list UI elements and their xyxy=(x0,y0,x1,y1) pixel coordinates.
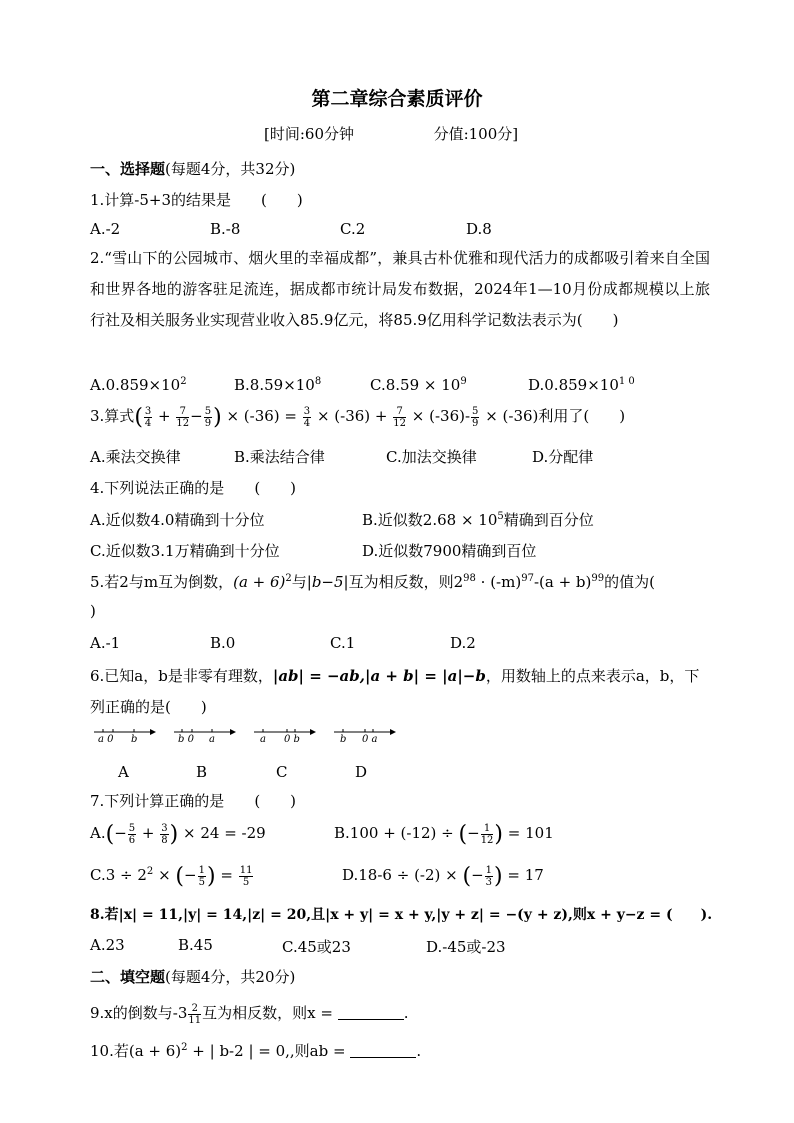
q7-c-frac-den: 5 xyxy=(198,876,205,888)
q7-c-exp: 2 xyxy=(146,866,154,877)
q3-frac-4-den: 4 xyxy=(303,417,311,429)
q3-frac-5-num: 7 xyxy=(393,406,406,418)
q8-option-d: D.-45或-23 xyxy=(426,938,506,956)
q7-a-frac-2-num: 3 xyxy=(161,822,168,834)
question-6-line-2: 列正确的是( ) xyxy=(90,698,207,716)
q7-d-frac-den: 3 xyxy=(485,876,493,888)
q2-option-d xyxy=(528,376,635,394)
q3-option-b: B.乘法结合律 xyxy=(234,448,325,466)
question-3-stem: 3.算式( $\frac{3}{4}$ + $\frac{7}{12}$ − $\frac{5}{9}$ ) × (-36) = $\frac{3}{4}$ × (-36) + $\frac{7}{12}$ × (-36)- $\frac{5}{9}$ × (-36)利用了( ) xyxy=(90,405,626,430)
q3-part-1: × (-36) = xyxy=(226,407,297,425)
q9-frac-den: 11 xyxy=(188,1014,202,1026)
q5-exp-97: 97 xyxy=(521,573,534,584)
q5-mid-2: 互为相反数，则2 xyxy=(348,573,464,591)
section-note: (每题4分，共20分) xyxy=(165,968,296,986)
q6-numberline-b xyxy=(174,726,236,752)
q7-c-eq: = xyxy=(220,866,233,884)
paren-close: ) xyxy=(169,822,179,847)
question-7-stem: 7.下列计算正确的是 ( ) xyxy=(90,792,297,810)
question-1-stem: 1.计算-5+3的结果是 ( ) xyxy=(90,191,303,209)
q3-frac-2-den: 12 xyxy=(176,417,190,429)
q3-prefix: 3.算式 xyxy=(90,407,135,425)
q7-a-frac-1-den: 6 xyxy=(128,834,136,846)
q7-a-frac-1-num: 5 xyxy=(128,822,136,834)
q7-c-mid: × xyxy=(158,866,171,884)
q7-a-frac-1 xyxy=(128,823,136,846)
q7-c-pre: C.3 ÷ 2 xyxy=(90,866,147,884)
q3-frac-5 xyxy=(393,406,406,429)
q6-numberline-c xyxy=(254,726,316,752)
q3-frac-1-num: 3 xyxy=(144,405,152,417)
q6-numberline-d xyxy=(334,726,396,752)
q7-d-tail: = 17 xyxy=(507,866,544,884)
q10-pre: 10.若(a + 6) xyxy=(90,1042,182,1060)
numberline-a-left: a 0 xyxy=(98,734,114,745)
q7-b-frac-num: 1 xyxy=(481,823,494,835)
q4-option-d: D.近似数7900精确到百位 xyxy=(362,542,537,560)
q7-d-frac-num: 1 xyxy=(485,864,493,876)
q7-b-frac-den: 12 xyxy=(480,834,494,846)
section-label: 二、填空题 xyxy=(90,968,166,986)
section-note: (每题4分，共32分) xyxy=(165,160,296,178)
q10-answer-blank[interactable] xyxy=(350,1043,416,1058)
q2-a-exp: 2 xyxy=(180,376,187,387)
q4-b-tail: 精确到百分位 xyxy=(503,511,594,529)
q4-b-exp: 5 xyxy=(497,511,504,522)
q3-frac-1 xyxy=(144,406,152,429)
q7-a-frac-2-den: 8 xyxy=(161,834,168,846)
q3-frac-2 xyxy=(176,406,189,429)
numberline-c-right: 0 b xyxy=(284,734,300,745)
paren-close: ) xyxy=(213,405,222,430)
q5-exp-99: 99 xyxy=(591,573,605,584)
paren-close: ) xyxy=(494,822,504,847)
question-5-line-2: ) xyxy=(90,602,96,620)
q3-frac-4 xyxy=(303,406,311,429)
q7-b-pre: B.100 + (-12) ÷ xyxy=(334,824,454,842)
time-limit: [时间:60分钟 xyxy=(264,125,354,143)
q3-frac-2-num: 7 xyxy=(176,406,189,418)
q8-option-c: C.45或23 xyxy=(282,938,351,956)
q8-option-a: A.23 xyxy=(90,936,125,954)
question-6-stem xyxy=(90,665,710,686)
q5-option-a: A.-1 xyxy=(90,634,121,652)
question-8-stem: 8.若|x| = 11,|y| = 14,|z| = 20,且|x + y| = x + y,|y + z| = −(y + z),则x + y−z = ( ). xyxy=(90,907,713,923)
q5-mid-3: · (-m) xyxy=(475,573,522,591)
page-title: 第二章综合素质评价 xyxy=(311,88,483,110)
paren-open: ( xyxy=(105,822,115,847)
q7-a-tail: × 24 = -29 xyxy=(183,824,266,842)
numberline-b-left: b 0 xyxy=(178,734,194,745)
q1-option-b: B.-8 xyxy=(210,220,241,238)
q5-part-1: 5.若2与m互为倒数， xyxy=(90,573,234,591)
q2-c-base: C.8.59 × 10 xyxy=(370,376,461,394)
q5-expr-1-exp: 2 xyxy=(285,573,292,584)
q6-option-a-label: A xyxy=(118,763,129,781)
q7-option-c: $C.3 \div 2^2$ × (− $\frac{1}{5}$ ) = $\frac{11}{5}$ xyxy=(90,864,253,889)
q3-frac-4-num: 3 xyxy=(303,405,311,417)
q1-option-a: A.-2 xyxy=(90,220,121,238)
q5-expr-2: |b−5| xyxy=(306,573,349,591)
numberline-c-left: a xyxy=(260,734,266,745)
q1-option-c: C.2 xyxy=(340,220,366,238)
q3-part-4: × (-36)利用了( ) xyxy=(485,407,626,425)
q10-mid: + | b-2 | = 0,,则ab = xyxy=(187,1042,346,1060)
q2-b-base: B.8.59×10 xyxy=(234,376,315,394)
question-10-stem xyxy=(90,1040,710,1061)
q5-mid-4: -(a + b) xyxy=(533,573,592,591)
q7-b-frac xyxy=(481,823,494,846)
q2-a-base: A.0.859×10 xyxy=(90,376,181,394)
q10-end: . xyxy=(416,1042,422,1060)
numberline-a-right: b xyxy=(131,734,138,745)
q9-tail: 互为相反数，则x = xyxy=(202,1004,333,1022)
q4-option-b xyxy=(362,509,594,530)
section-choice-title xyxy=(90,158,710,179)
q6-part-1: 6.已知a，b是非零有理数， xyxy=(90,667,273,685)
q3-part-3: × (-36)- xyxy=(411,407,471,425)
question-4-stem: 4.下列说法正确的是 ( ) xyxy=(90,479,297,497)
q5-expr-1: (a + 6) xyxy=(233,573,286,591)
q7-option-a: A.(− $\frac{5}{6}$ + $\frac{3}{8}$ ) × 24 = -29 xyxy=(90,822,266,847)
question-2-stem: 2.“雪山下的公园城市、烟火里的幸福成都”，兼具古朴优雅和现代活力的成都吸引着来自全国和世界各地的游客驻足流连，据成都市统计局发布数据，2024年1—10月份成都规模以上旅行社及相关服务业实现营业收入85.9亿元，将85.9亿用科学记数法表示为( ) xyxy=(90,249,710,329)
q3-frac-5-den: 12 xyxy=(393,417,406,429)
q9-pre: 9.x的倒数与-3 xyxy=(90,1004,188,1022)
total-score: 分值:100分] xyxy=(433,125,519,143)
q7-c-result-den: 5 xyxy=(242,876,250,888)
q5-mid: 与 xyxy=(291,573,307,591)
paren-open: ( xyxy=(462,864,472,889)
q7-a-pre: A. xyxy=(90,824,106,842)
q7-c-frac-num: 1 xyxy=(198,864,205,876)
q7-c-frac xyxy=(198,865,206,888)
q6-option-b-label: B xyxy=(196,763,208,781)
numberline-d-right: 0 a xyxy=(362,734,378,745)
q9-frac-num: 2 xyxy=(188,1003,201,1015)
q10-exp: 2 xyxy=(181,1042,188,1053)
q6-tail: ，用数轴上的点来表示a，b，下 xyxy=(485,667,700,685)
q9-end: . xyxy=(403,1004,409,1022)
q7-a-frac-2 xyxy=(160,823,168,846)
q4-option-a: A.近似数4.0精确到十分位 xyxy=(90,511,265,529)
q3-frac-1-den: 4 xyxy=(144,417,152,429)
q2-d-base: D.0.859×10 xyxy=(528,376,619,394)
q2-option-a xyxy=(90,376,187,394)
section-label: 一、选择题 xyxy=(90,160,166,178)
q3-option-a: A.乘法交换律 xyxy=(90,448,181,466)
numberline-d-left: b xyxy=(340,734,347,745)
q3-part-2: × (-36) + xyxy=(316,407,388,425)
q2-option-b xyxy=(234,376,321,394)
q7-c-result xyxy=(239,865,254,888)
q7-option-b: B.100 + (-12) ÷ (− $\frac{1}{12}$ ) = 101 xyxy=(334,822,554,847)
q4-b-base: B.近似数2.68 × 10 xyxy=(362,511,498,529)
question-9-stem xyxy=(90,1002,710,1026)
exam-info xyxy=(264,123,564,144)
q4-option-c: C.近似数3.1万精确到十分位 xyxy=(90,542,280,560)
q7-d-pre: D.18-6 ÷ (-2) × xyxy=(342,866,458,884)
q3-frac-3-den: 9 xyxy=(204,417,212,429)
q3-option-c: C.加法交换律 xyxy=(386,448,477,466)
q6-numberline-a xyxy=(94,726,156,752)
q7-option-d: D.18-6 ÷ (-2) × (− $\frac{1}{3}$ ) = 17 xyxy=(342,864,544,889)
q7-c-result-num: 11 xyxy=(239,864,253,876)
paren-open: ( xyxy=(134,405,143,430)
q8-option-b: B.45 xyxy=(178,936,213,954)
section-fill-title xyxy=(90,966,710,987)
q2-option-c xyxy=(370,376,467,394)
q3-frac-6-num: 5 xyxy=(472,405,479,417)
paren-open: ( xyxy=(175,864,185,889)
q1-option-d: D.8 xyxy=(466,220,492,238)
q3-frac-6 xyxy=(471,406,479,429)
q3-frac-3 xyxy=(204,406,212,429)
q3-option-d: D.分配律 xyxy=(532,448,594,466)
q5-option-c: C.1 xyxy=(330,634,356,652)
q7-b-tail: = 101 xyxy=(507,824,554,842)
q9-frac xyxy=(188,1003,201,1026)
numberline-b-right: a xyxy=(209,734,215,745)
q2-d-exp: 1 0 xyxy=(618,376,635,387)
paren-close: ) xyxy=(494,864,503,889)
q5-tail: 的值为( xyxy=(604,573,655,591)
q6-condition: |ab| = −ab,|a + b| = |a|−b xyxy=(272,667,486,685)
q5-exp-98: 98 xyxy=(463,573,476,584)
q7-d-frac xyxy=(485,865,493,888)
q6-option-c-label: C xyxy=(276,763,288,781)
q5-option-d: D.2 xyxy=(450,634,476,652)
q5-option-b: B.0 xyxy=(210,634,236,652)
q9-answer-blank[interactable] xyxy=(338,1005,404,1020)
q2-c-exp: 9 xyxy=(460,376,467,387)
q2-b-exp: 8 xyxy=(314,376,322,387)
question-5-stem xyxy=(90,571,710,592)
paren-open: ( xyxy=(458,822,468,847)
q3-frac-3-num: 5 xyxy=(204,405,212,417)
q6-option-d-label: D xyxy=(355,763,368,781)
q3-frac-6-den: 9 xyxy=(472,417,479,429)
paren-close: ) xyxy=(206,864,216,889)
